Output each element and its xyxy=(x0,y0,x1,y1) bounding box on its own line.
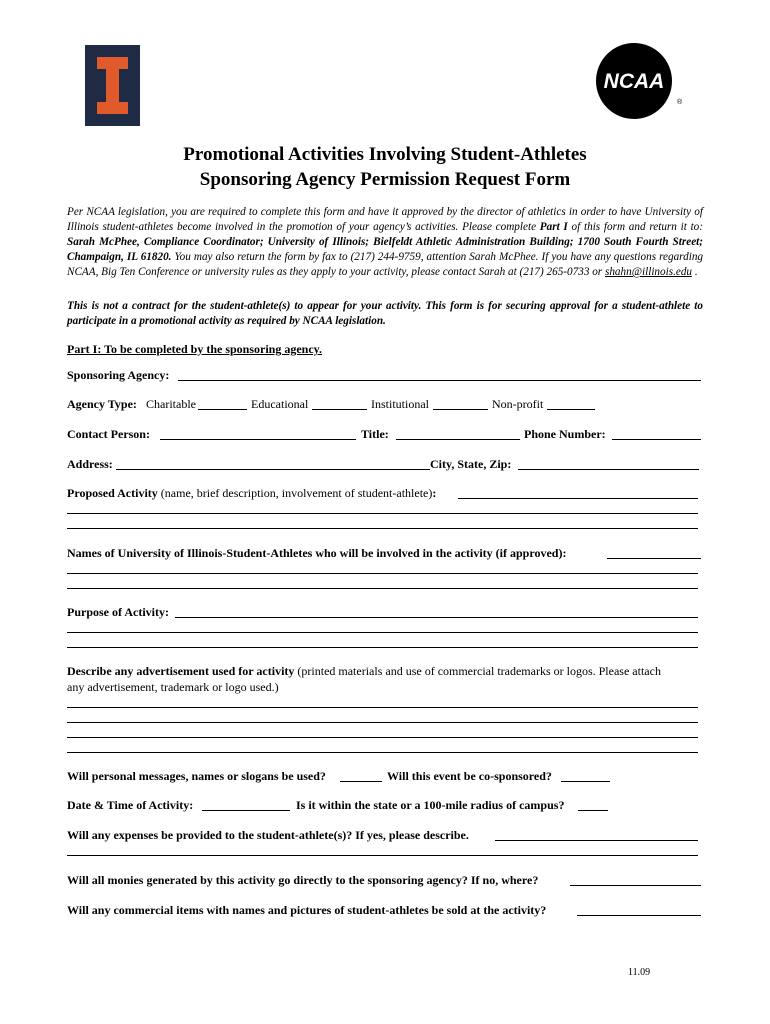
within-state-field[interactable] xyxy=(578,810,608,811)
contract-notice: This is not a contract for the student-athlete(s) to appear for your activity. This form is for securing approval for a student-athlete to participate in a promotional activity as required by NCAA legislation. xyxy=(67,300,703,327)
advertisement-label: Describe any advertisement used for activity (printed materials and use of commercial trademarks or logos. Please attach xyxy=(67,664,661,678)
type-nonprofit-field[interactable] xyxy=(547,409,595,410)
date-time-label: Date & Time of Activity: xyxy=(67,798,194,812)
proposed-activity-label: Proposed Activity (name, brief description, involvement of student-athlete): xyxy=(67,486,437,500)
athlete-names-line-3[interactable] xyxy=(67,588,698,589)
address-field[interactable] xyxy=(116,469,430,470)
expenses-field[interactable] xyxy=(495,840,698,841)
form-title-line1: Promotional Activities Involving Student-Athletes xyxy=(183,144,587,165)
proposed-activity-line-2[interactable] xyxy=(67,513,698,514)
city-state-zip-field[interactable] xyxy=(518,469,699,470)
type-charitable-label: Charitable xyxy=(146,397,196,411)
registered-mark: ® xyxy=(677,99,683,106)
purpose-field[interactable] xyxy=(175,617,698,618)
personal-messages-label: Will personal messages, names or slogans be used? xyxy=(67,769,326,783)
monies-label: Will all monies generated by this activity go directly to the sponsoring agency? If no, where? xyxy=(67,873,539,887)
athlete-names-line-2[interactable] xyxy=(67,573,698,574)
part1-heading: Part I: To be completed by the sponsoring agency. xyxy=(67,342,323,356)
date-time-field[interactable] xyxy=(202,810,290,811)
university-block-i-logo xyxy=(85,45,140,126)
type-educational-field[interactable] xyxy=(312,409,367,410)
type-charitable-field[interactable] xyxy=(198,409,247,410)
within-state-label: Is it within the state or a 100-mile radius of campus? xyxy=(296,798,565,812)
athlete-names-label: Names of University of Illinois-Student-Athletes who will be involved in the activity (if approved): xyxy=(67,546,567,560)
form-title-line2: Sponsoring Agency Permission Request Form xyxy=(199,169,571,190)
address-label: Address: xyxy=(67,457,113,471)
advertisement-line-4[interactable] xyxy=(67,752,698,753)
advertisement-line-2[interactable] xyxy=(67,722,698,723)
form-version: 11.09 xyxy=(628,967,651,978)
title-label: Title: xyxy=(361,427,389,441)
city-state-zip-label: City, State, Zip: xyxy=(430,457,512,471)
agency-type-label: Agency Type: xyxy=(67,397,137,411)
email-link[interactable]: shahn@illinois.edu xyxy=(604,266,693,278)
ncaa-logo xyxy=(593,42,681,120)
type-educational-label: Educational xyxy=(251,397,309,411)
title-field[interactable] xyxy=(396,439,520,440)
athlete-names-field[interactable] xyxy=(607,558,701,559)
sponsoring-agency-field[interactable] xyxy=(178,380,701,381)
purpose-line-3[interactable] xyxy=(67,647,698,648)
phone-number-label: Phone Number: xyxy=(524,427,606,441)
type-institutional-label: Institutional xyxy=(371,397,429,411)
block-i-icon xyxy=(85,45,140,126)
proposed-activity-line-3[interactable] xyxy=(67,528,698,529)
purpose-line-2[interactable] xyxy=(67,632,698,633)
advertisement-line-1[interactable] xyxy=(67,707,698,708)
cosponsored-field[interactable] xyxy=(561,781,610,782)
contact-person-label: Contact Person: xyxy=(67,427,150,441)
contact-person-field[interactable] xyxy=(160,439,356,440)
cosponsored-label: Will this event be co-sponsored? xyxy=(387,769,552,783)
type-institutional-field[interactable] xyxy=(433,409,488,410)
advertisement-line-3[interactable] xyxy=(67,737,698,738)
intro-paragraph: Per NCAA legislation, you are required to complete this form and have it approved by the director of athletics in order to have University of Illinois student-athletes become involved in the promotion of your agency’s activities. Please complete Part I of this form and return it to: Sarah McPhee, Compliance Coordinator; University of Illinois; Bielfeldt Athletic Administration Building; 1700 South Fourth Street; Champaign, IL 61820. You may also return the form by fax to (217) 244-9759, attention Sarah McPhee. If you have any questions regarding NCAA, Big Ten Conference or university rules as they apply to your activity, please contact Sarah at (217) 265-0733 or shahn@illinois.edu . xyxy=(67,206,704,278)
type-nonprofit-label: Non-profit xyxy=(492,397,544,411)
advertisement-desc-line2: any advertisement, trademark or logo used.) xyxy=(67,680,279,694)
commercial-items-label: Will any commercial items with names and pictures of student-athletes be sold at the activity? xyxy=(67,903,547,917)
phone-number-field[interactable] xyxy=(612,439,701,440)
commercial-items-field[interactable] xyxy=(577,915,701,916)
expenses-line-2[interactable] xyxy=(67,855,698,856)
expenses-label: Will any expenses be provided to the student-athlete(s)? If yes, please describe. xyxy=(67,828,469,842)
monies-field[interactable] xyxy=(570,885,701,886)
proposed-activity-field[interactable] xyxy=(458,498,698,499)
ncaa-logo-text: NCAA xyxy=(603,70,665,93)
personal-messages-field[interactable] xyxy=(340,781,382,782)
purpose-label: Purpose of Activity: xyxy=(67,605,169,619)
sponsoring-agency-label: Sponsoring Agency: xyxy=(67,368,170,382)
